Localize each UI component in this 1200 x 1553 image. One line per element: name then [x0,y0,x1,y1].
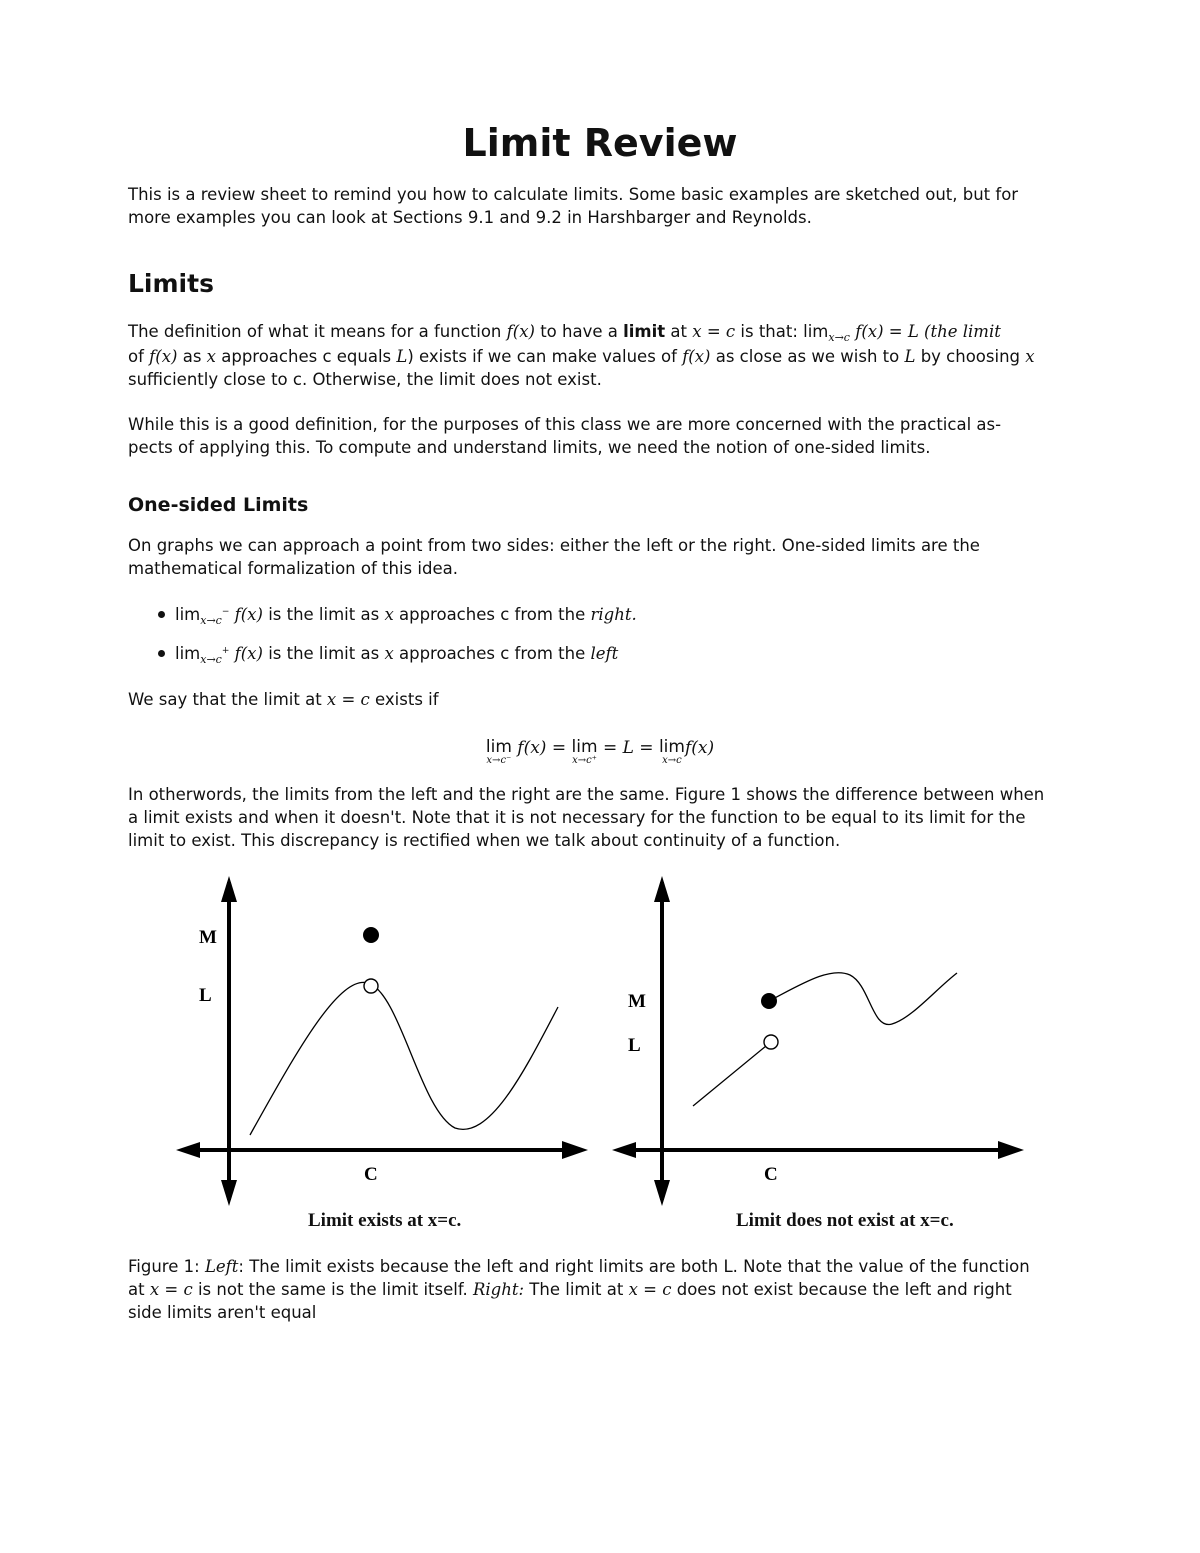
arrow-up-icon [654,876,670,902]
one-sided-heading: One-sided Limits [128,494,309,516]
label-l: L [199,985,212,1006]
left-branch [693,1046,766,1106]
arrow-left-icon [612,1142,636,1158]
label-m: M [199,927,217,948]
arrow-right-icon [998,1141,1024,1159]
limits-heading: Limits [128,269,214,298]
right-branch [769,973,957,1025]
arrow-down-icon [221,1180,237,1206]
arrow-left-icon [176,1142,200,1158]
label-l: L [628,1035,641,1056]
bullet-item: $\lim_{x\to c}^- f(x)$ is the limit as x approaches c from the right. [158,603,637,630]
otherwords-paragraph: In otherwords, the limits from the left and the right are the same. Figure 1 shows the difference between when a limit exists and when it doesn't. Note that it is not necessary for the function to be equal to its limit for the limit to exist. This discrepancy is rectified when we talk about continuity of a function. [128,785,1045,850]
definition-line-1: The definition of what it means for a function f(x) to have a limit at x = c is that: $\lim_{x\to c} f(x) = L$ (the limit [128,322,1001,344]
open-point [364,979,378,993]
label-c: C [364,1164,378,1185]
figure-caption: Figure 1: Left: The limit exists because the left and right limits are both L. Note that the value of the function at x = c is not the same is the limit itself. Right: The limit at x = c does not exist because the left and right side limits aren't equal [128,1257,1030,1322]
function-curve [250,982,558,1135]
page-title: Limit Review [462,121,738,165]
bullet-item: $\lim_{x\to c}^+ f(x)$ is the limit as x approaches c from the left [158,642,618,669]
filled-point [363,927,379,943]
limit-term: limit [623,322,666,341]
practical-paragraph: While this is a good definition, for the purposes of this class we are more concerned with the practical as- pects of applying this. To compute and understand limits, we need the notion of one-sided limits. [128,415,1002,457]
definition-line-2: of f(x) as x approaches c equals L) exists if we can make values of f(x) as close as we wish to L by choosing x [128,347,1035,366]
intro-line-1: This is a review sheet to remind you how to calculate limits. Some basic examples are sketched out, but for [128,185,1019,204]
left-graph-caption: Limit exists at x=c. [308,1210,462,1231]
one-sided-paragraph: On graphs we can approach a point from two sides: either the left or the right. One-sided limits are the mathematical formalization of this idea. [128,536,980,578]
left-graph [176,876,588,1206]
label-m: M [628,991,646,1012]
arrow-right-icon [562,1141,588,1159]
filled-point [761,993,777,1009]
arrow-down-icon [654,1180,670,1206]
limit-equation: lim x→c⁻ f(x) = lim x→c⁺ = L = lim x→c f(x) [485,737,715,766]
right-graph-caption: Limit does not exist at x=c. [736,1210,954,1231]
exists-line: We say that the limit at x = c exists if [128,690,439,709]
intro-line-2: more examples you can look at Sections 9.1 and 9.2 in Harshbarger and Reynolds. [128,208,812,227]
right-graph [612,876,1024,1206]
definition-line-3: sufficiently close to c. Otherwise, the limit does not exist. [128,370,602,389]
arrow-up-icon [221,876,237,902]
open-point [764,1035,778,1049]
label-c: C [764,1164,778,1185]
